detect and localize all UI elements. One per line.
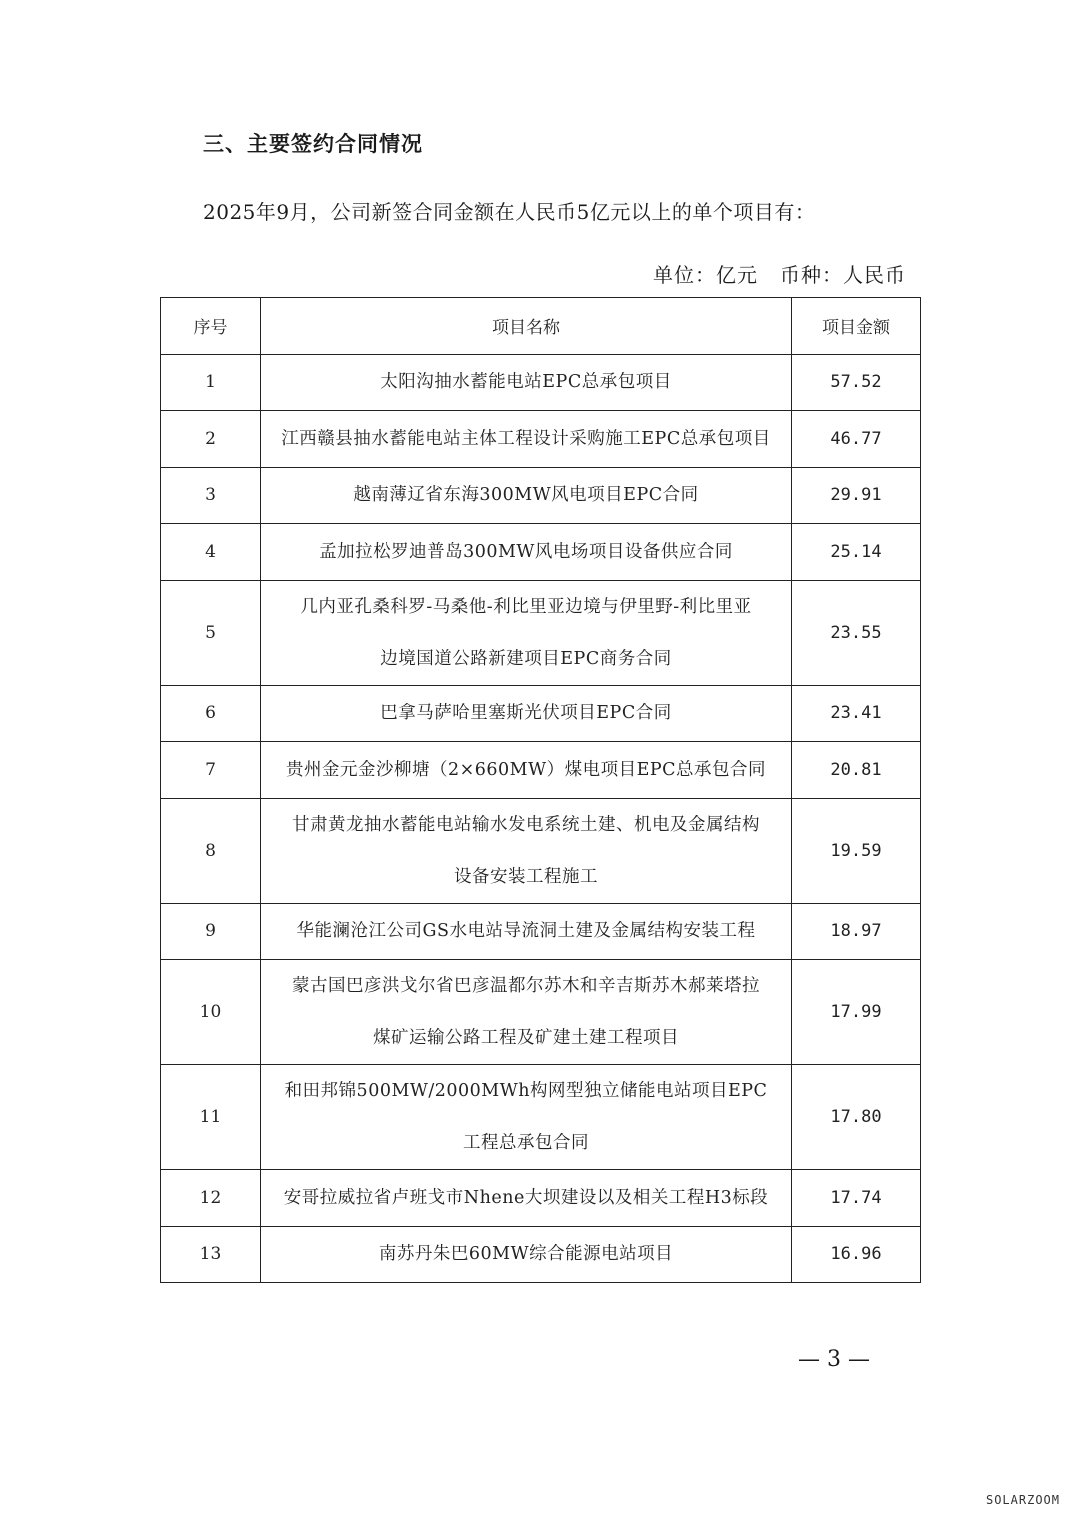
table-row (161, 411, 921, 468)
row-number: 5 (161, 580, 261, 685)
project-name-line: 江西赣县抽水蓄能电站主体工程设计采购施工EPC总承包项目 (281, 428, 771, 449)
row-number: 9 (161, 903, 261, 960)
project-name (261, 1226, 792, 1283)
table-row (161, 903, 921, 960)
table-row (161, 354, 921, 411)
project-name (261, 742, 792, 799)
table-row (161, 685, 921, 742)
project-amount: 20.81 (792, 742, 921, 799)
project-name (261, 685, 792, 742)
table-row (161, 742, 921, 799)
project-name (261, 467, 792, 524)
project-name (261, 903, 792, 960)
header-no: 序号 (161, 298, 261, 355)
project-name-line: 孟加拉松罗迪普岛300MW风电场项目设备供应合同 (319, 541, 733, 562)
project-name-line: 安哥拉威拉省卢班戈市Nhene大坝建设以及相关工程H3标段 (283, 1187, 769, 1208)
project-amount: 17.80 (792, 1065, 921, 1170)
project-name (261, 411, 792, 468)
row-number: 11 (161, 1065, 261, 1170)
project-name-line: 蒙古国巴彦洪戈尔省巴彦温都尔苏木和辛吉斯苏木郝莱塔拉 (292, 976, 760, 996)
header-name: 项目名称 (261, 298, 792, 355)
project-name-line: 和田邦锦500MW/2000MWh构网型独立储能电站项目EPC (284, 1081, 768, 1101)
project-name (261, 960, 792, 1065)
table-row (161, 798, 921, 903)
project-name-line: 越南薄辽省东海300MW风电项目EPC合同 (353, 485, 699, 506)
project-amount: 23.41 (792, 685, 921, 742)
contracts-table (160, 297, 921, 1283)
header-amount: 项目金额 (792, 298, 921, 355)
unit-label: 单位：亿元 (653, 263, 758, 287)
row-number: 8 (161, 798, 261, 903)
project-name-line: 边境国道公路新建项目EPC商务合同 (380, 648, 672, 669)
table-row (161, 467, 921, 524)
project-name (261, 524, 792, 581)
project-name-line: 南苏丹朱巴60MW综合能源电站项目 (378, 1244, 674, 1265)
project-amount: 25.14 (792, 524, 921, 581)
project-name (261, 580, 792, 685)
table-header-row (161, 298, 921, 355)
table-row (161, 1226, 921, 1283)
project-amount: 19.59 (792, 798, 921, 903)
table-body (161, 354, 921, 1283)
row-number: 7 (161, 742, 261, 799)
section-title: 三、主要签约合同情况 (203, 132, 423, 156)
project-amount: 16.96 (792, 1226, 921, 1283)
project-name (261, 1065, 792, 1170)
intro-paragraph: 2025年9月，公司新签合同金额在人民币5亿元以上的单个项目有： (203, 200, 816, 224)
project-amount: 46.77 (792, 411, 921, 468)
project-name-line: 贵州金元金沙柳塘（2×660MW）煤电项目EPC总承包合同 (285, 759, 767, 780)
project-name (261, 798, 792, 903)
table-row (161, 1170, 921, 1227)
project-name-line: 巴拿马萨哈里塞斯光伏项目EPC合同 (380, 703, 672, 724)
project-amount: 23.55 (792, 580, 921, 685)
project-name-line: 设备安装工程施工 (454, 866, 598, 887)
row-number: 4 (161, 524, 261, 581)
table-row (161, 1065, 921, 1170)
table-row (161, 524, 921, 581)
row-number: 12 (161, 1170, 261, 1227)
project-name-line: 煤矿运输公路工程及矿建土建工程项目 (373, 1028, 679, 1048)
project-amount: 29.91 (792, 467, 921, 524)
row-number: 1 (161, 354, 261, 411)
unit-line (653, 259, 906, 288)
project-name-line: 太阳沟抽水蓄能电站EPC总承包项目 (380, 372, 672, 393)
currency-label: 币种：人民币 (780, 263, 906, 287)
project-amount: 17.99 (792, 960, 921, 1065)
table-row (161, 960, 921, 1065)
project-name-line: 甘肃黄龙抽水蓄能电站输水发电系统土建、机电及金属结构 (292, 814, 760, 835)
row-number: 13 (161, 1226, 261, 1283)
project-name (261, 1170, 792, 1227)
row-number: 6 (161, 685, 261, 742)
project-name-line: 几内亚孔桑科罗-马桑他-利比里亚边境与伊里野-利比里亚 (300, 596, 752, 617)
watermark: SOLARZOOM (985, 1493, 1060, 1507)
page-number: — 3 — (798, 1347, 870, 1372)
row-number: 2 (161, 411, 261, 468)
row-number: 10 (161, 960, 261, 1065)
project-amount: 17.74 (792, 1170, 921, 1227)
project-amount: 18.97 (792, 903, 921, 960)
project-name-line: 工程总承包合同 (463, 1133, 589, 1153)
table-row (161, 580, 921, 685)
project-name-line: 华能澜沧江公司GS水电站导流洞土建及金属结构安装工程 (296, 921, 756, 942)
project-amount: 57.52 (792, 354, 921, 411)
project-name (261, 354, 792, 411)
row-number: 3 (161, 467, 261, 524)
